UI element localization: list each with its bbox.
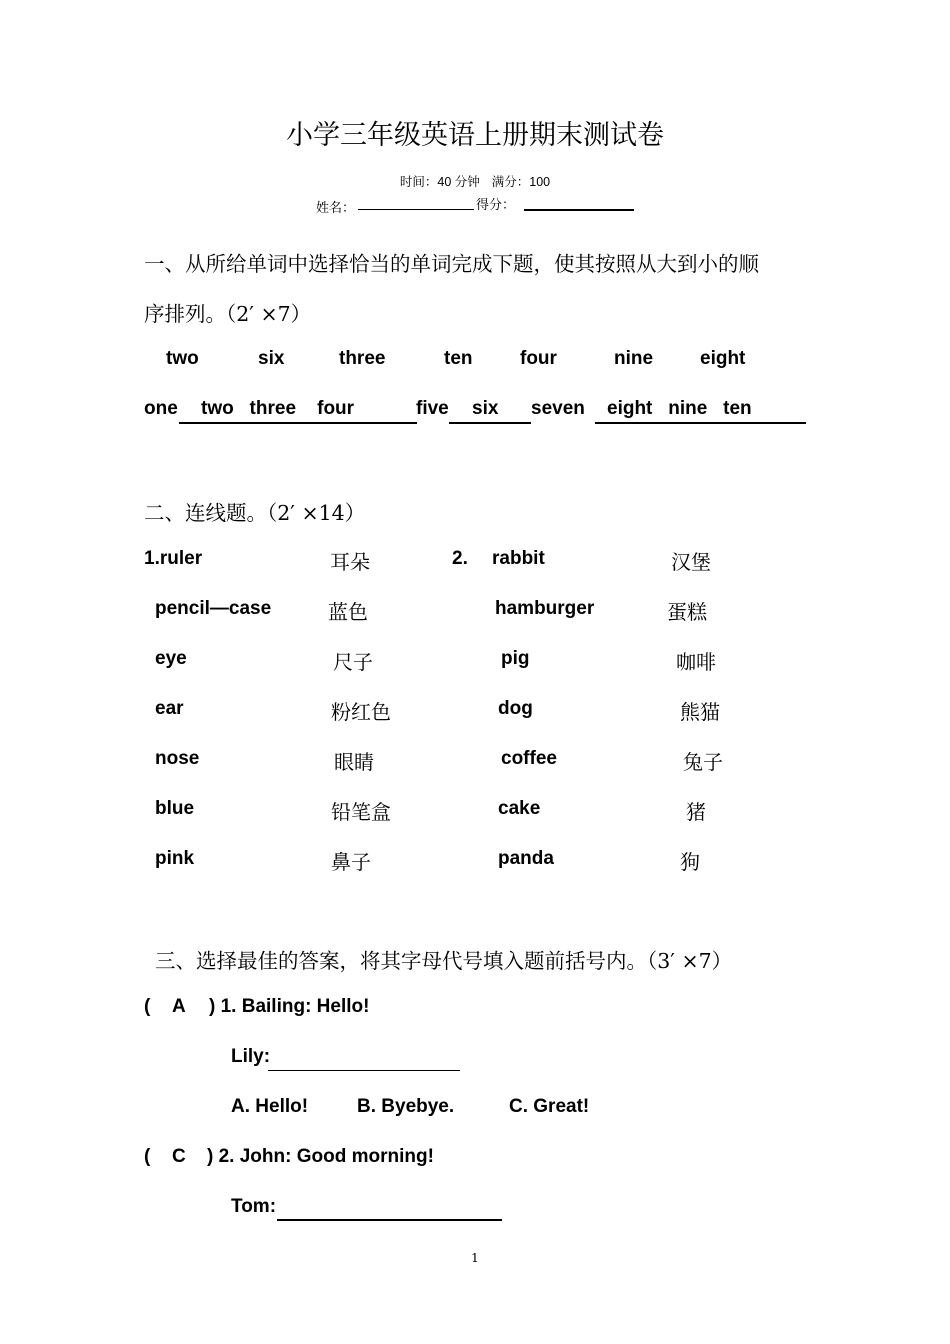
answer-blank-text: six bbox=[472, 398, 499, 419]
match-english-word: pink bbox=[155, 848, 195, 869]
match-chinese-word: 铅笔盒 bbox=[331, 800, 391, 824]
option-c: C. Great! bbox=[509, 1096, 590, 1117]
answer-choice[interactable]: C bbox=[172, 1146, 186, 1167]
reply-blank[interactable] bbox=[268, 1070, 460, 1071]
match-chinese-word: 粉红色 bbox=[331, 700, 391, 724]
answer-choice[interactable]: A bbox=[172, 996, 186, 1017]
page-number: 1 bbox=[471, 1251, 479, 1265]
name-label: 姓名： bbox=[316, 200, 356, 215]
option-a: A. Hello! bbox=[231, 1096, 309, 1117]
match-english-word: eye bbox=[155, 648, 187, 669]
word-bank-item: nine bbox=[614, 348, 654, 369]
section2-heading: 二、连线题。（2′ ×14） bbox=[144, 501, 366, 525]
word-bank-item: ten bbox=[444, 348, 473, 369]
page-title: 小学三年级英语上册期末测试卷 bbox=[286, 120, 664, 151]
match-chinese-word: 蓝色 bbox=[328, 600, 368, 624]
match-english-word: pencil—case bbox=[155, 598, 272, 619]
word-bank-item: two bbox=[166, 348, 199, 369]
option-b: B. Byebye. bbox=[357, 1096, 455, 1117]
match-english-word: nose bbox=[155, 748, 200, 769]
match-chinese-word: 狗 bbox=[680, 850, 700, 874]
match-chinese-word: 尺子 bbox=[333, 650, 373, 674]
match-english-word: dog bbox=[498, 698, 533, 719]
match-english-word: hamburger bbox=[495, 598, 595, 619]
match-english-word: coffee bbox=[501, 748, 557, 769]
sequence-word: seven bbox=[531, 398, 585, 419]
match-chinese-word: 眼睛 bbox=[334, 750, 374, 774]
match-english-word: panda bbox=[498, 848, 554, 869]
match-chinese-word: 咖啡 bbox=[676, 650, 716, 674]
word-bank-item: six bbox=[258, 348, 285, 369]
match-chinese-word: 猪 bbox=[686, 800, 706, 824]
answer-paren-open: ( bbox=[144, 996, 151, 1017]
match-chinese-word: 汉堡 bbox=[671, 550, 711, 574]
match-chinese-word: 耳朵 bbox=[330, 550, 370, 574]
score-field[interactable] bbox=[524, 209, 634, 211]
match-english-word: 1.ruler bbox=[144, 548, 203, 569]
section3-heading: 三、选择最佳的答案，将其字母代号填入题前括号内。（3′ ×7） bbox=[155, 949, 733, 973]
reply-blank[interactable] bbox=[277, 1219, 502, 1221]
section1-heading-line2: 序排列。（2′ ×7） bbox=[144, 302, 312, 326]
question-prompt: ) 1. Bailing: Hello! bbox=[209, 996, 370, 1017]
answer-paren-open: ( bbox=[144, 1146, 151, 1167]
group-number: 2. bbox=[452, 548, 468, 569]
exam-meta bbox=[0, 172, 950, 190]
match-chinese-word: 蛋糕 bbox=[667, 600, 707, 624]
name-field[interactable] bbox=[358, 209, 474, 210]
match-english-word: pig bbox=[501, 648, 530, 669]
match-chinese-word: 鼻子 bbox=[331, 850, 371, 874]
reply-label: Tom: bbox=[231, 1196, 277, 1217]
score-label: 得分： bbox=[476, 197, 516, 212]
answer-blank[interactable] bbox=[595, 398, 806, 424]
match-chinese-word: 熊猫 bbox=[680, 700, 720, 724]
word-bank-item: four bbox=[520, 348, 557, 369]
section1-heading-line1: 一、从所给单词中选择恰当的单词完成下题，使其按照从大到小的顺 bbox=[144, 252, 759, 276]
answer-blank[interactable] bbox=[449, 398, 531, 424]
time-limit: 时间：40 分钟 bbox=[399, 175, 480, 189]
match-english-word: rabbit bbox=[492, 548, 545, 569]
match-english-word: blue bbox=[155, 798, 195, 819]
word-bank-item: eight bbox=[700, 348, 746, 369]
question-prompt: ) 2. John: Good morning! bbox=[207, 1146, 434, 1167]
sequence-word: one bbox=[144, 398, 178, 419]
full-score: 满分：100 bbox=[491, 175, 551, 189]
word-bank-item: three bbox=[339, 348, 386, 369]
sequence-word: five bbox=[416, 398, 449, 419]
answer-blank-text: two three four bbox=[201, 398, 355, 419]
reply-label: Lily: bbox=[231, 1046, 271, 1067]
answer-blank-text: eight nine ten bbox=[607, 398, 752, 419]
match-chinese-word: 兔子 bbox=[683, 750, 723, 774]
answer-blank[interactable] bbox=[179, 398, 417, 424]
match-english-word: cake bbox=[498, 798, 541, 819]
match-english-word: ear bbox=[155, 698, 184, 719]
